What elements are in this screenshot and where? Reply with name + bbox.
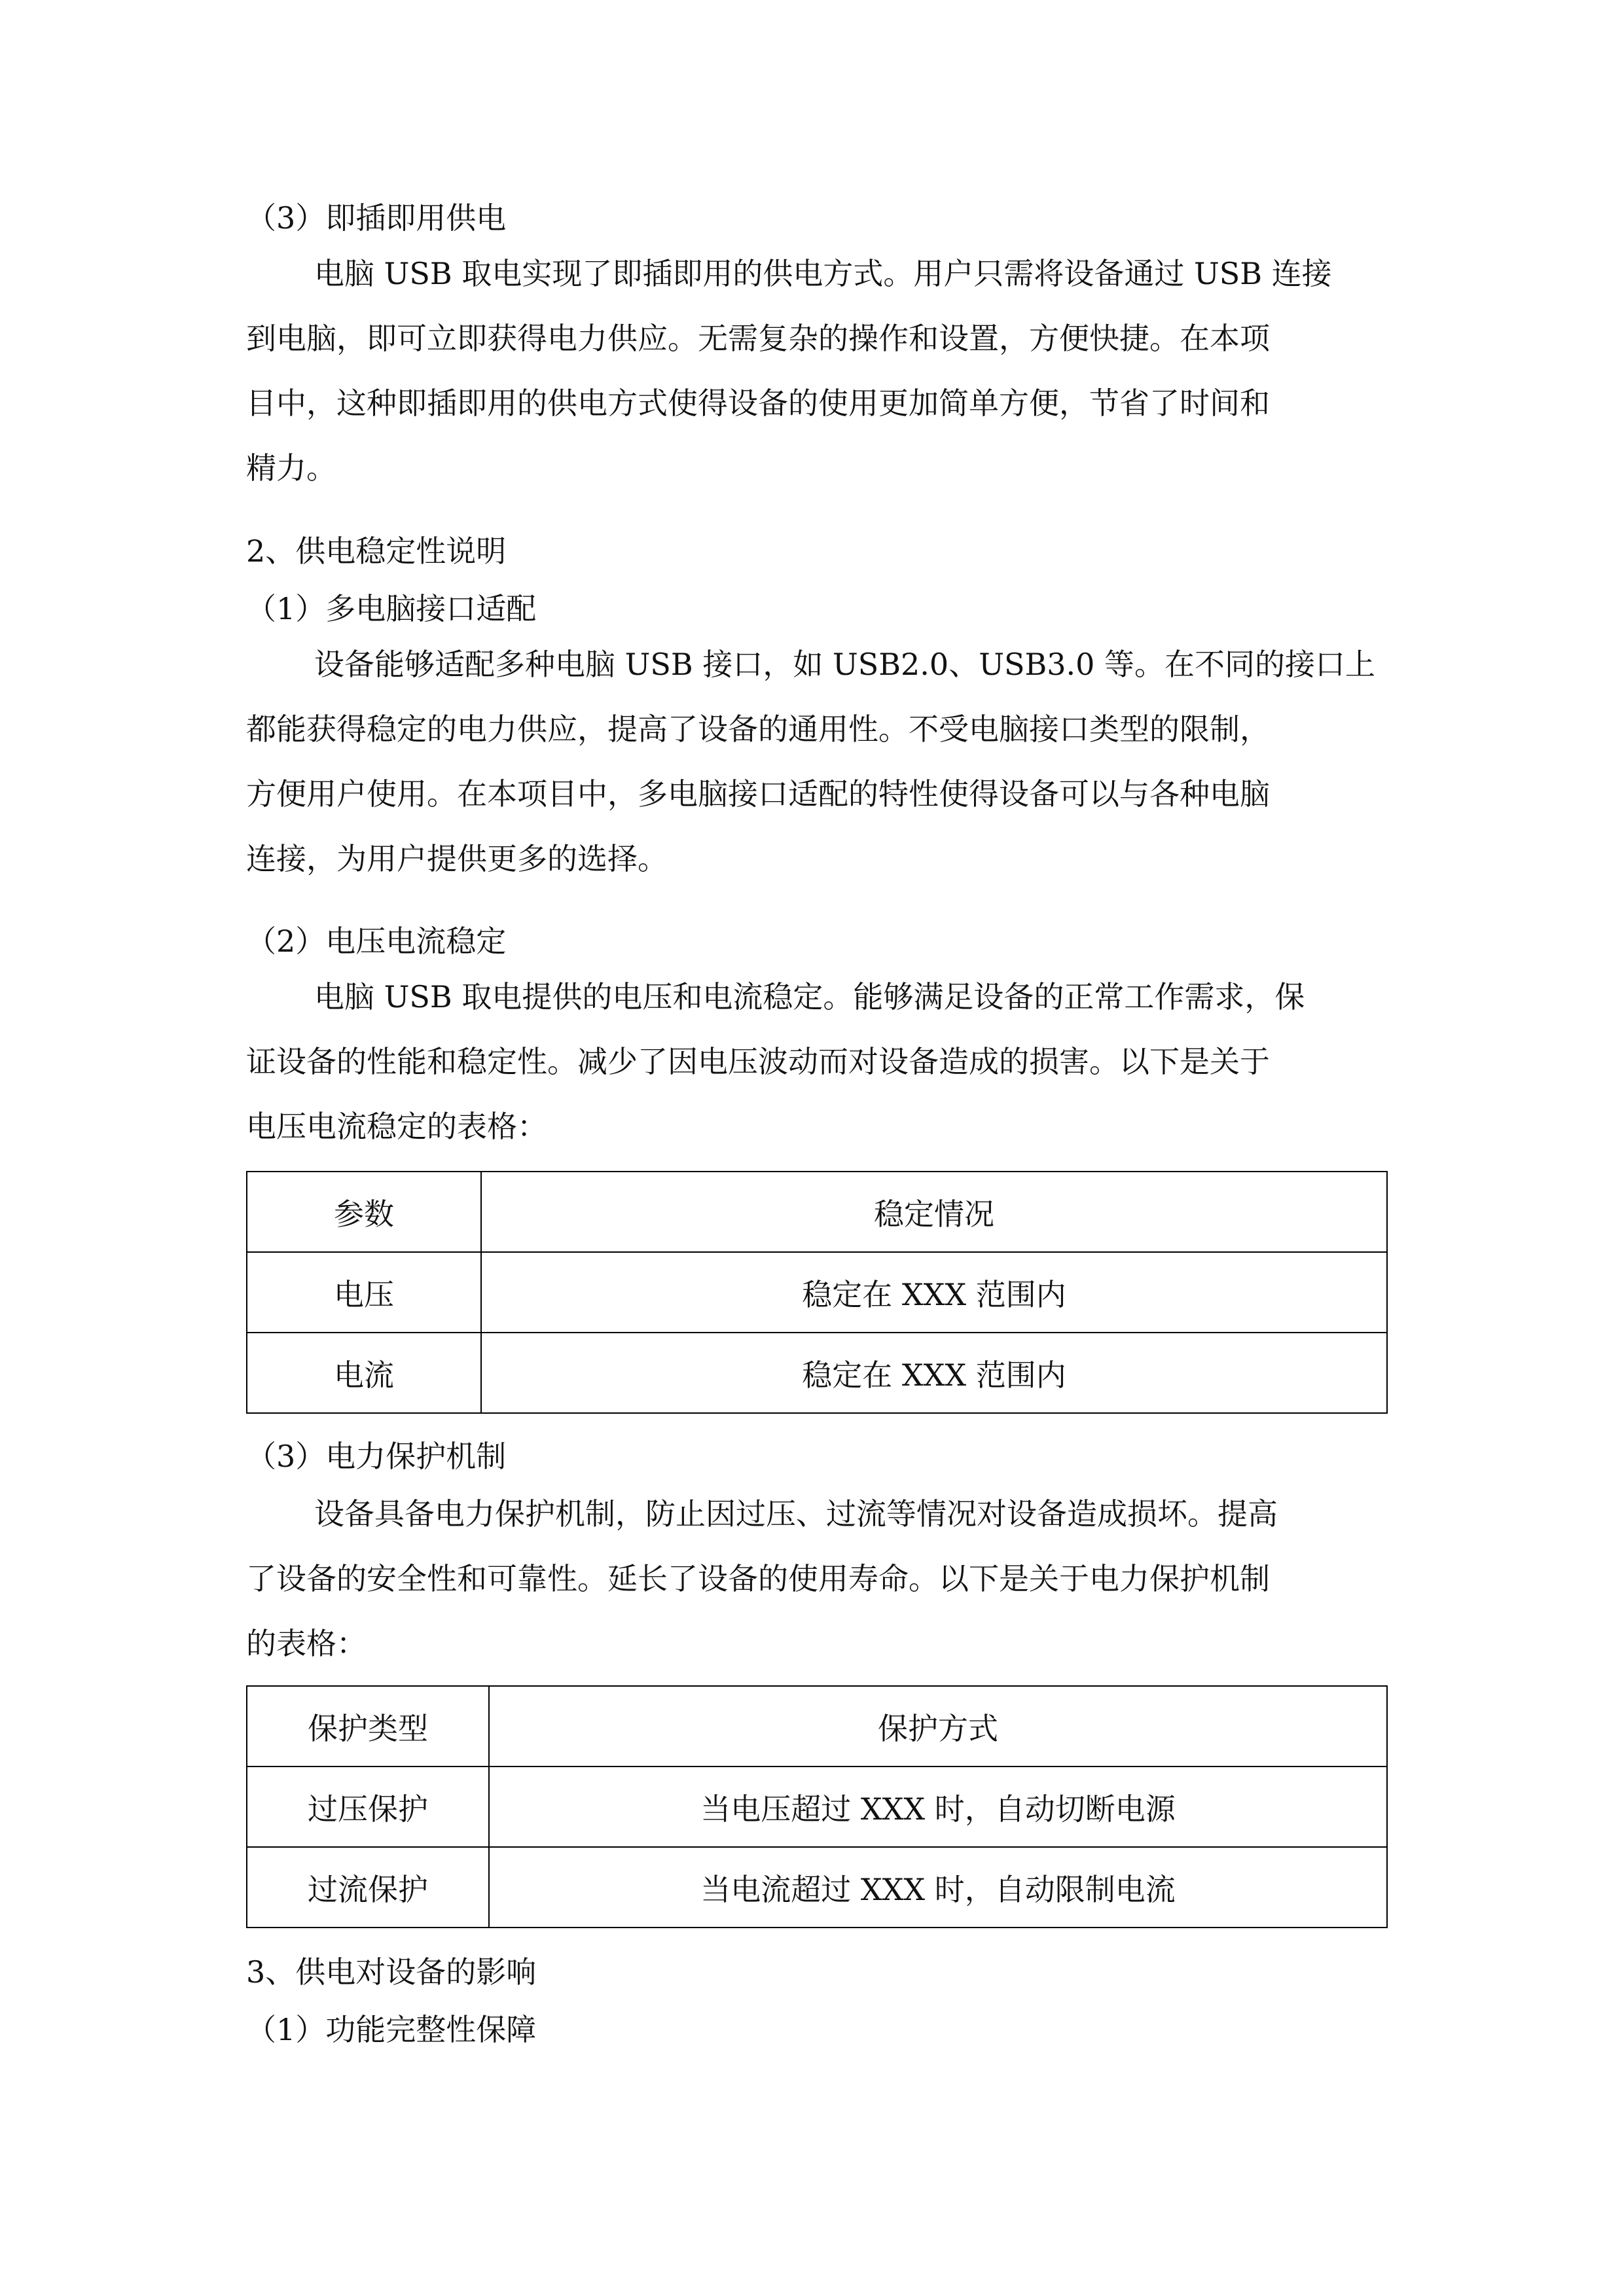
paragraph-voltage-current	[246, 965, 1386, 1159]
section-heading-power-stability: 2、供电稳定性说明	[246, 533, 507, 569]
text-line: 到电脑，即可立即获得电力供应。无需复杂的操作和设置，方便快捷。在本项	[246, 321, 1270, 356]
text-line: 设备能够适配多种电脑 USB 接口，如 USB2.0、USB3.0 等。在不同的接口上	[314, 647, 1376, 682]
text-line: 都能获得稳定的电力供应，提高了设备的通用性。不受电脑接口类型的限制，	[246, 711, 1270, 747]
table-header-cell: 参数	[247, 1172, 481, 1252]
subheading-function-integrity: （1）功能完整性保障	[246, 2012, 537, 2047]
paragraph-multi-interface	[246, 632, 1386, 891]
subheading-voltage-current: （2）电压电流稳定	[246, 924, 507, 959]
table-cell: 稳定在 XXX 范围内	[481, 1333, 1387, 1413]
subheading-power-protection: （3）电力保护机制	[246, 1439, 507, 1474]
paragraph-plug-and-play	[246, 242, 1386, 501]
table-cell: 过压保护	[247, 1767, 489, 1847]
text-line: 了设备的安全性和可靠性。延长了设备的使用寿命。以下是关于电力保护机制	[246, 1561, 1270, 1596]
table-cell: 当电压超过 XXX 时，自动切断电源	[489, 1767, 1387, 1847]
text-line: 精力。	[246, 450, 336, 486]
paragraph-power-protection	[246, 1482, 1386, 1676]
text-line: 电压电流稳定的表格：	[246, 1109, 547, 1144]
table-header-cell: 保护方式	[489, 1686, 1387, 1767]
text-line: 证设备的性能和稳定性。减少了因电压波动而对设备造成的损害。以下是关于	[246, 1044, 1270, 1079]
table-row	[247, 1847, 1387, 1928]
power-protection-table	[246, 1685, 1388, 1928]
text-line: 目中，这种即插即用的供电方式使得设备的使用更加简单方便，节省了时间和	[246, 386, 1270, 421]
table-row	[247, 1767, 1387, 1847]
table-cell: 电压	[247, 1252, 481, 1333]
text-line: 的表格：	[246, 1626, 367, 1661]
table-header-row	[247, 1686, 1387, 1767]
subheading-plug-and-play: （3）即插即用供电	[246, 200, 507, 236]
subheading-multi-interface: （1）多电脑接口适配	[246, 591, 537, 626]
text-line: 电脑 USB 取电实现了即插即用的供电方式。用户只需将设备通过 USB 连接	[314, 256, 1332, 291]
table-row	[247, 1333, 1387, 1413]
table-header-cell: 保护类型	[247, 1686, 489, 1767]
text-line: 电脑 USB 取电提供的电压和电流稳定。能够满足设备的正常工作需求，保	[314, 979, 1305, 1014]
table-cell: 当电流超过 XXX 时，自动限制电流	[489, 1847, 1387, 1928]
table-row	[247, 1252, 1387, 1333]
table-cell: 过流保护	[247, 1847, 489, 1928]
text-line: 连接，为用户提供更多的选择。	[246, 841, 668, 876]
table-header-cell: 稳定情况	[481, 1172, 1387, 1252]
text-line: 方便用户使用。在本项目中，多电脑接口适配的特性使得设备可以与各种电脑	[246, 776, 1270, 812]
section-heading-power-impact: 3、供电对设备的影响	[246, 1954, 537, 1990]
text-line: 设备具备电力保护机制，防止因过压、过流等情况对设备造成损坏。提高	[314, 1496, 1278, 1532]
voltage-current-table	[246, 1171, 1388, 1414]
table-header-row	[247, 1172, 1387, 1252]
table-cell: 电流	[247, 1333, 481, 1413]
table-cell: 稳定在 XXX 范围内	[481, 1252, 1387, 1333]
